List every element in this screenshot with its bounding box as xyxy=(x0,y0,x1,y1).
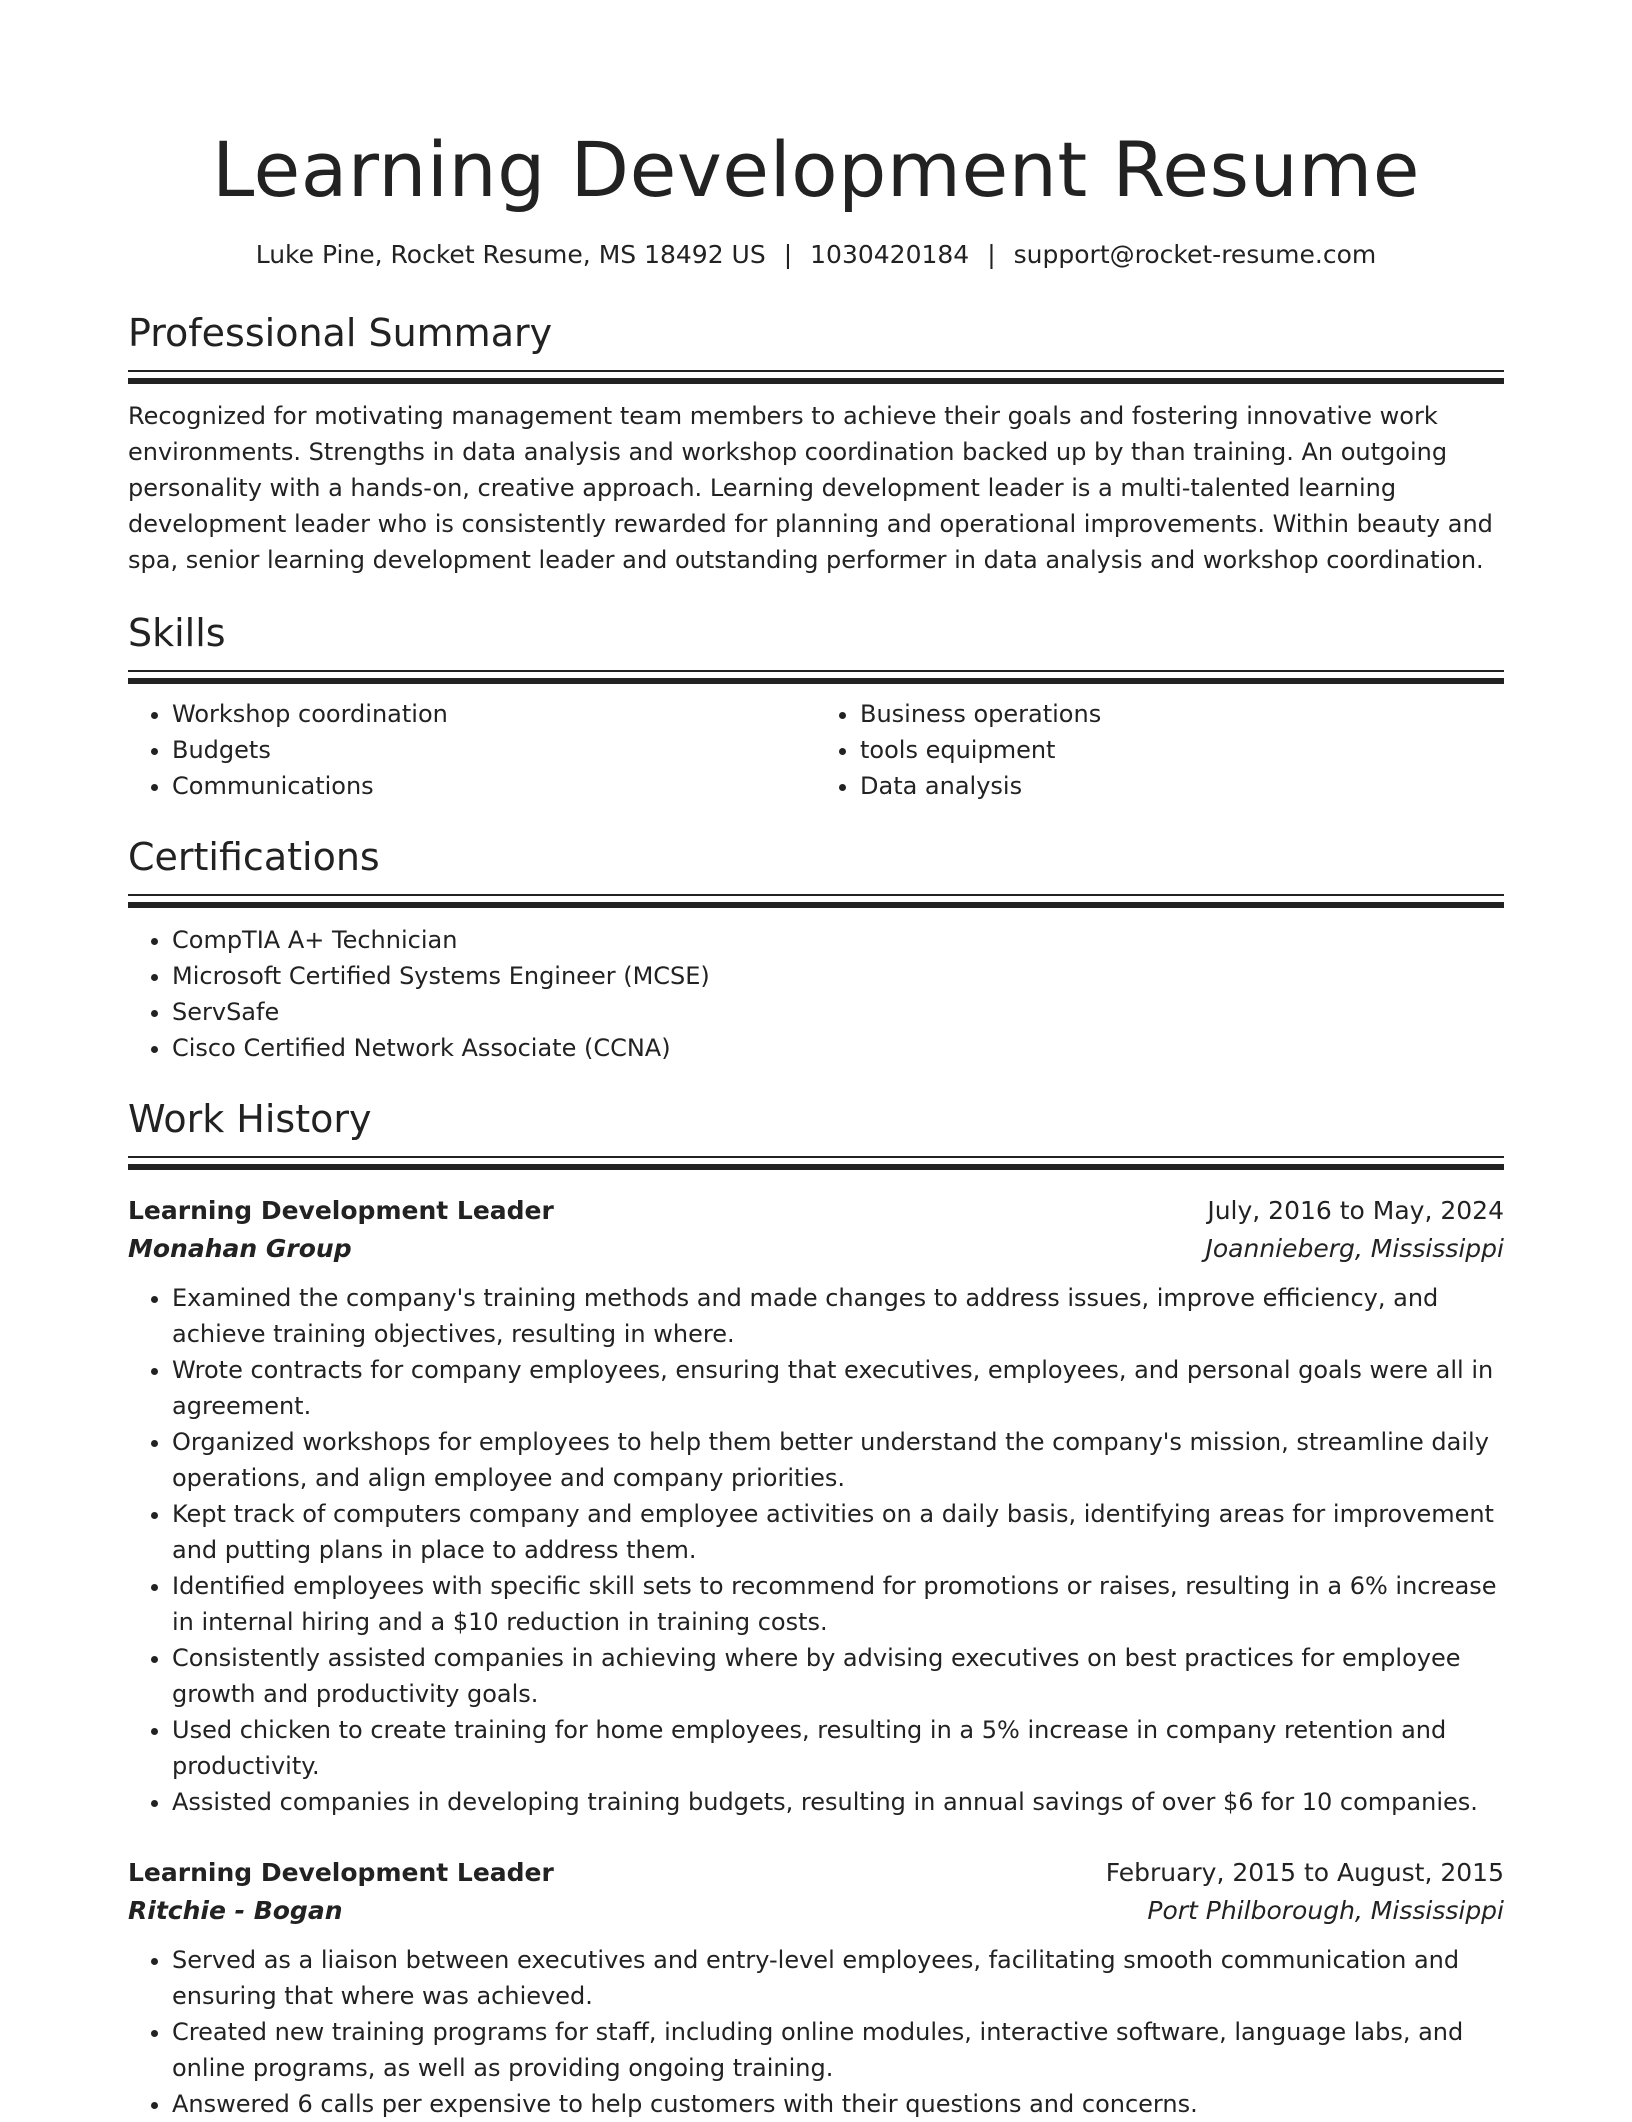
contact-separator: | xyxy=(783,240,793,269)
contact-separator: | xyxy=(987,240,996,269)
contact-address: Luke Pine, Rocket Resume, MS 18492 US xyxy=(255,240,766,269)
section-heading: Professional Summary xyxy=(128,311,553,355)
job-bullet: • Assisted companies in developing training budgets, resulting in annual savings of over $6 for 10 companies. xyxy=(172,1784,1504,1820)
section-divider xyxy=(128,894,1504,908)
job-header xyxy=(128,1854,1504,1892)
certifications-list xyxy=(128,922,1504,1066)
job-subheader xyxy=(128,1230,1504,1268)
job-entry xyxy=(128,1854,1504,2122)
job-location: Joannieberg, Mississippi xyxy=(1205,1234,1504,1263)
job-bullet: • Used chicken to create training for home employees, resulting in a 5% increase in company retention and productivity. xyxy=(172,1712,1504,1784)
job-header xyxy=(128,1192,1504,1230)
skills-section xyxy=(128,608,1504,804)
skill-item: • Business operations xyxy=(860,696,1504,732)
skill-item: • Budgets xyxy=(172,732,816,768)
skill-item: • tools equipment xyxy=(860,732,1504,768)
job-subheader xyxy=(128,1892,1504,1930)
job-bullet: • Identified employees with specific skill sets to recommend for promotions or raises, resulting in a 6% increase in internal hiring and a $10 reduction in training costs. xyxy=(172,1568,1504,1640)
skill-item: • Data analysis xyxy=(860,768,1504,804)
page-title: Learning Development Resume xyxy=(211,125,1421,214)
section-divider xyxy=(128,670,1504,684)
contact-phone: 1030420184 xyxy=(810,240,970,269)
work-history-section xyxy=(128,1094,1504,2122)
job-bullet: • Served as a liaison between executives and entry-level employees, facilitating smooth communication and ensuring that where was achieved. xyxy=(172,1942,1504,2014)
summary-section xyxy=(128,308,1504,578)
skill-item: • Workshop coordination xyxy=(172,696,816,732)
skills-column-left xyxy=(128,696,816,804)
certification-item: • Microsoft Certified Systems Engineer (MCSE) xyxy=(172,958,1504,994)
skill-item: • Communications xyxy=(172,768,816,804)
section-divider xyxy=(128,370,1504,384)
job-title: Learning Development Leader xyxy=(128,1858,554,1887)
job-bullet: • Answered 6 calls per expensive to help customers with their questions and concerns. xyxy=(172,2086,1504,2122)
job-company: Ritchie - Bogan xyxy=(128,1896,343,1925)
contact-email[interactable]: support@rocket-resume.com xyxy=(1013,240,1377,269)
skills-column-right xyxy=(816,696,1504,804)
certification-item: • CompTIA A+ Technician xyxy=(172,922,1504,958)
certification-item: • ServSafe xyxy=(172,994,1504,1030)
job-bullets xyxy=(128,1280,1504,1820)
job-title: Learning Development Leader xyxy=(128,1196,554,1225)
skills-list xyxy=(128,696,1504,804)
certification-item: • Cisco Certified Network Associate (CCNA) xyxy=(172,1030,1504,1066)
summary-text: Recognized for motivating management team members to achieve their goals and fostering innovative work environments. Strengths in data analysis and workshop coordination backed up by than training. An outgoing personality with a hands-on, creative approach. Learning development leader is a multi-talented learning development leader who is consistently rewarded for planning and operational improvements. Within beauty and spa, senior learning development leader and outstanding performer in data analysis and workshop coordination. xyxy=(128,402,1493,574)
certifications-section xyxy=(128,832,1504,1066)
job-dates: February, 2015 to August, 2015 xyxy=(1105,1858,1504,1887)
section-divider xyxy=(128,1156,1504,1170)
job-bullet: • Created new training programs for staff, including online modules, interactive software, language labs, and online programs, as well as providing ongoing training. xyxy=(172,2014,1504,2086)
section-heading: Certifications xyxy=(128,835,380,879)
job-entry xyxy=(128,1192,1504,1820)
job-company: Monahan Group xyxy=(128,1234,352,1263)
section-heading: Skills xyxy=(128,611,226,655)
job-location: Port Philborough, Mississippi xyxy=(1147,1896,1504,1925)
job-bullet: • Kept track of computers company and employee activities on a daily basis, identifying areas for improvement and putting plans in place to address them. xyxy=(172,1496,1504,1568)
section-heading: Work History xyxy=(128,1097,372,1141)
job-dates: July, 2016 to May, 2024 xyxy=(1207,1196,1504,1225)
contact-line xyxy=(128,238,1504,272)
job-bullet: • Consistently assisted companies in achieving where by advising executives on best practices for employee growth and productivity goals. xyxy=(172,1640,1504,1712)
job-bullet: • Organized workshops for employees to help them better understand the company's mission, streamline daily operations, and align employee and company priorities. xyxy=(172,1424,1504,1496)
job-bullet: • Wrote contracts for company employees, ensuring that executives, employees, and personal goals were all in agreement. xyxy=(172,1352,1504,1424)
job-bullet: • Examined the company's training methods and made changes to address issues, improve efficiency, and achieve training objectives, resulting in where. xyxy=(172,1280,1504,1352)
job-bullets xyxy=(128,1942,1504,2122)
